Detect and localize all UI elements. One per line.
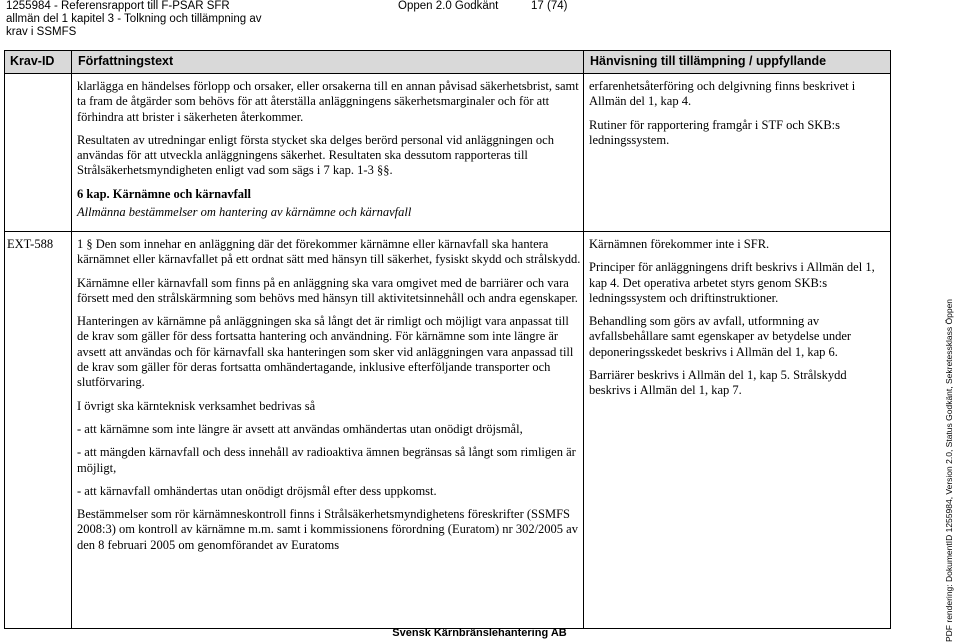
section-heading: 6 kap. Kärnämne och kärnavfall <box>77 186 251 201</box>
row2-paragraph-3: Hanteringen av kärnämne på anläggningen ska så långt det är rimligt och möjligt vara anpassat till de krav som gäller för dess fortsatta hantering och användning. För kärnämne som inte längre är avsett att användas och för kärnavfall ska hanteringen som sker vid anläggningen vara anpassad till de krav som gäller för deras fortsatta omhändertagande, inklusive efterföljande transporter och slutförvaring. <box>77 314 574 390</box>
col-header-ref: Hänvisning till tillämpning / uppfyllande <box>590 54 827 68</box>
doc-subtitle-line3: krav i SSMFS <box>6 26 77 38</box>
row1-ref-paragraph-1: erfarenhetsåterföring och delgivning finns beskrivet i Allmän del 1, kap 4. <box>589 79 856 109</box>
row2-ref-cell <box>589 237 891 407</box>
row1-paragraph-1: klarlägga en händelses förlopp och orsaker, eller orsakerna till en annan påvisad säkerhetsbrist, samt ta fram de åtgärder som behövs för att återställa anläggningens säkerhetsmarginaler och för att förhindra att brister i säkerheten återkommer. <box>77 79 579 124</box>
row2-ref-paragraph-3: Behandling som görs av avfall, utformning av avfallsbehållare samt egenskaper av betydelse under deponeringsskedet beskrivs i Allmän del 1, kap 6. <box>589 314 852 359</box>
document-header <box>6 0 568 39</box>
row2-ref-paragraph-1: Kärnämnen förekommer inte i SFR. <box>589 237 770 251</box>
table-divider-1 <box>71 51 72 629</box>
side-rendering-note: PDF rendering: DokumentID 1255984, Version 2.0, Status Godkänt, Sekretessklass Öppen <box>944 298 954 642</box>
row2-paragraph-2: Kärnämne eller kärnavfall som finns på en anläggning ska vara omgivet med de barriärer och vara försett med den strålskärmning som behövs med hänsyn till aktivitetsinnehåll och andra egenskaper. <box>77 275 578 305</box>
doc-status: Öppen 2.0 Godkänt <box>398 0 499 12</box>
row1-paragraph-2: Resultaten av utredningar enligt första stycket ska delges berörd personal vid anläggningen och användas för att utveckla anläggningens säkerhet. Resultaten ska dessutom rapporteras till Strålsäkerhetsmyndigheten enligt vad som sägs i 7 kap. 1-3 §§. <box>77 132 554 178</box>
section-subheading: Allmänna bestämmelser om hantering av kärnämne och kärnavfall <box>77 205 412 220</box>
row1-ref-paragraph-2: Rutiner för rapportering framgår i STF och SKB:s ledningssystem. <box>589 117 840 147</box>
footer-company: Svensk Kärnbränslehantering AB <box>392 627 567 639</box>
table-border-left <box>4 51 5 629</box>
doc-subtitle-line2: allmän del 1 kapitel 3 - Tolkning och tillämpning av <box>6 13 262 25</box>
row2-ref-paragraph-4: Barriärer beskrivs i Allmän del 1, kap 5. Strålskydd beskrivs i Allmän del 1, kap 7. <box>589 368 847 398</box>
col-header-text: Författningstext <box>78 54 174 68</box>
row2-paragraph-8: Bestämmelser som rör kärnämneskontroll finns i Strålsäkerhetsmyndighetens föreskrifter (SSMFS 2008:3) om kontroll av kärnämne m.m. samt i kommissionens förordning (Euratom) nr 302/2005 av den 8 februari 2005 om genomförandet av Euratoms <box>77 507 578 552</box>
row1-text-cell <box>77 79 581 220</box>
table-divider-2 <box>583 51 584 629</box>
page-number: 17 (74) <box>531 0 568 12</box>
table-header <box>4 50 891 74</box>
row2-paragraph-7: - att kärnavfall omhändertas utan onödigt dröjsmål efter dess uppkomst. <box>77 483 437 498</box>
row2-paragraph-4: I övrigt ska kärnteknisk verksamhet bedrivas så <box>77 398 316 413</box>
row1-ref-cell <box>589 79 891 156</box>
row-divider <box>4 231 891 232</box>
doc-id-title: 1255984 - Referensrapport till F-PSAR SFR <box>6 0 230 12</box>
col-header-id: Krav-ID <box>10 54 55 68</box>
row2-ref-paragraph-2: Principer för anläggningens drift beskrivs i Allmän del 1, kap 4. Det operativa arbetet styrs genom SKB:s ledningssystem och driftinstruktioner. <box>589 260 875 305</box>
row2-paragraph-5: - att kärnämne som inte längre är avsett att användas omhändertas utan onödigt dröjsmål, <box>77 421 523 436</box>
requirement-id: EXT-588 <box>7 237 54 251</box>
row2-paragraph-6: - att mängden kärnavfall och dess innehåll av radioaktiva ämnen begränsas så långt som rimligen är möjligt, <box>77 445 576 475</box>
row2-paragraph-1: 1 § Den som innehar en anläggning där det förekommer kärnämne eller kärnavfall ska hantera kärnämnet eller kärnavfallet på ett ordnat sätt med hänsyn till säkerhet, fysiskt skydd och strålskydd. <box>77 237 581 267</box>
row2-text-cell <box>77 237 581 561</box>
